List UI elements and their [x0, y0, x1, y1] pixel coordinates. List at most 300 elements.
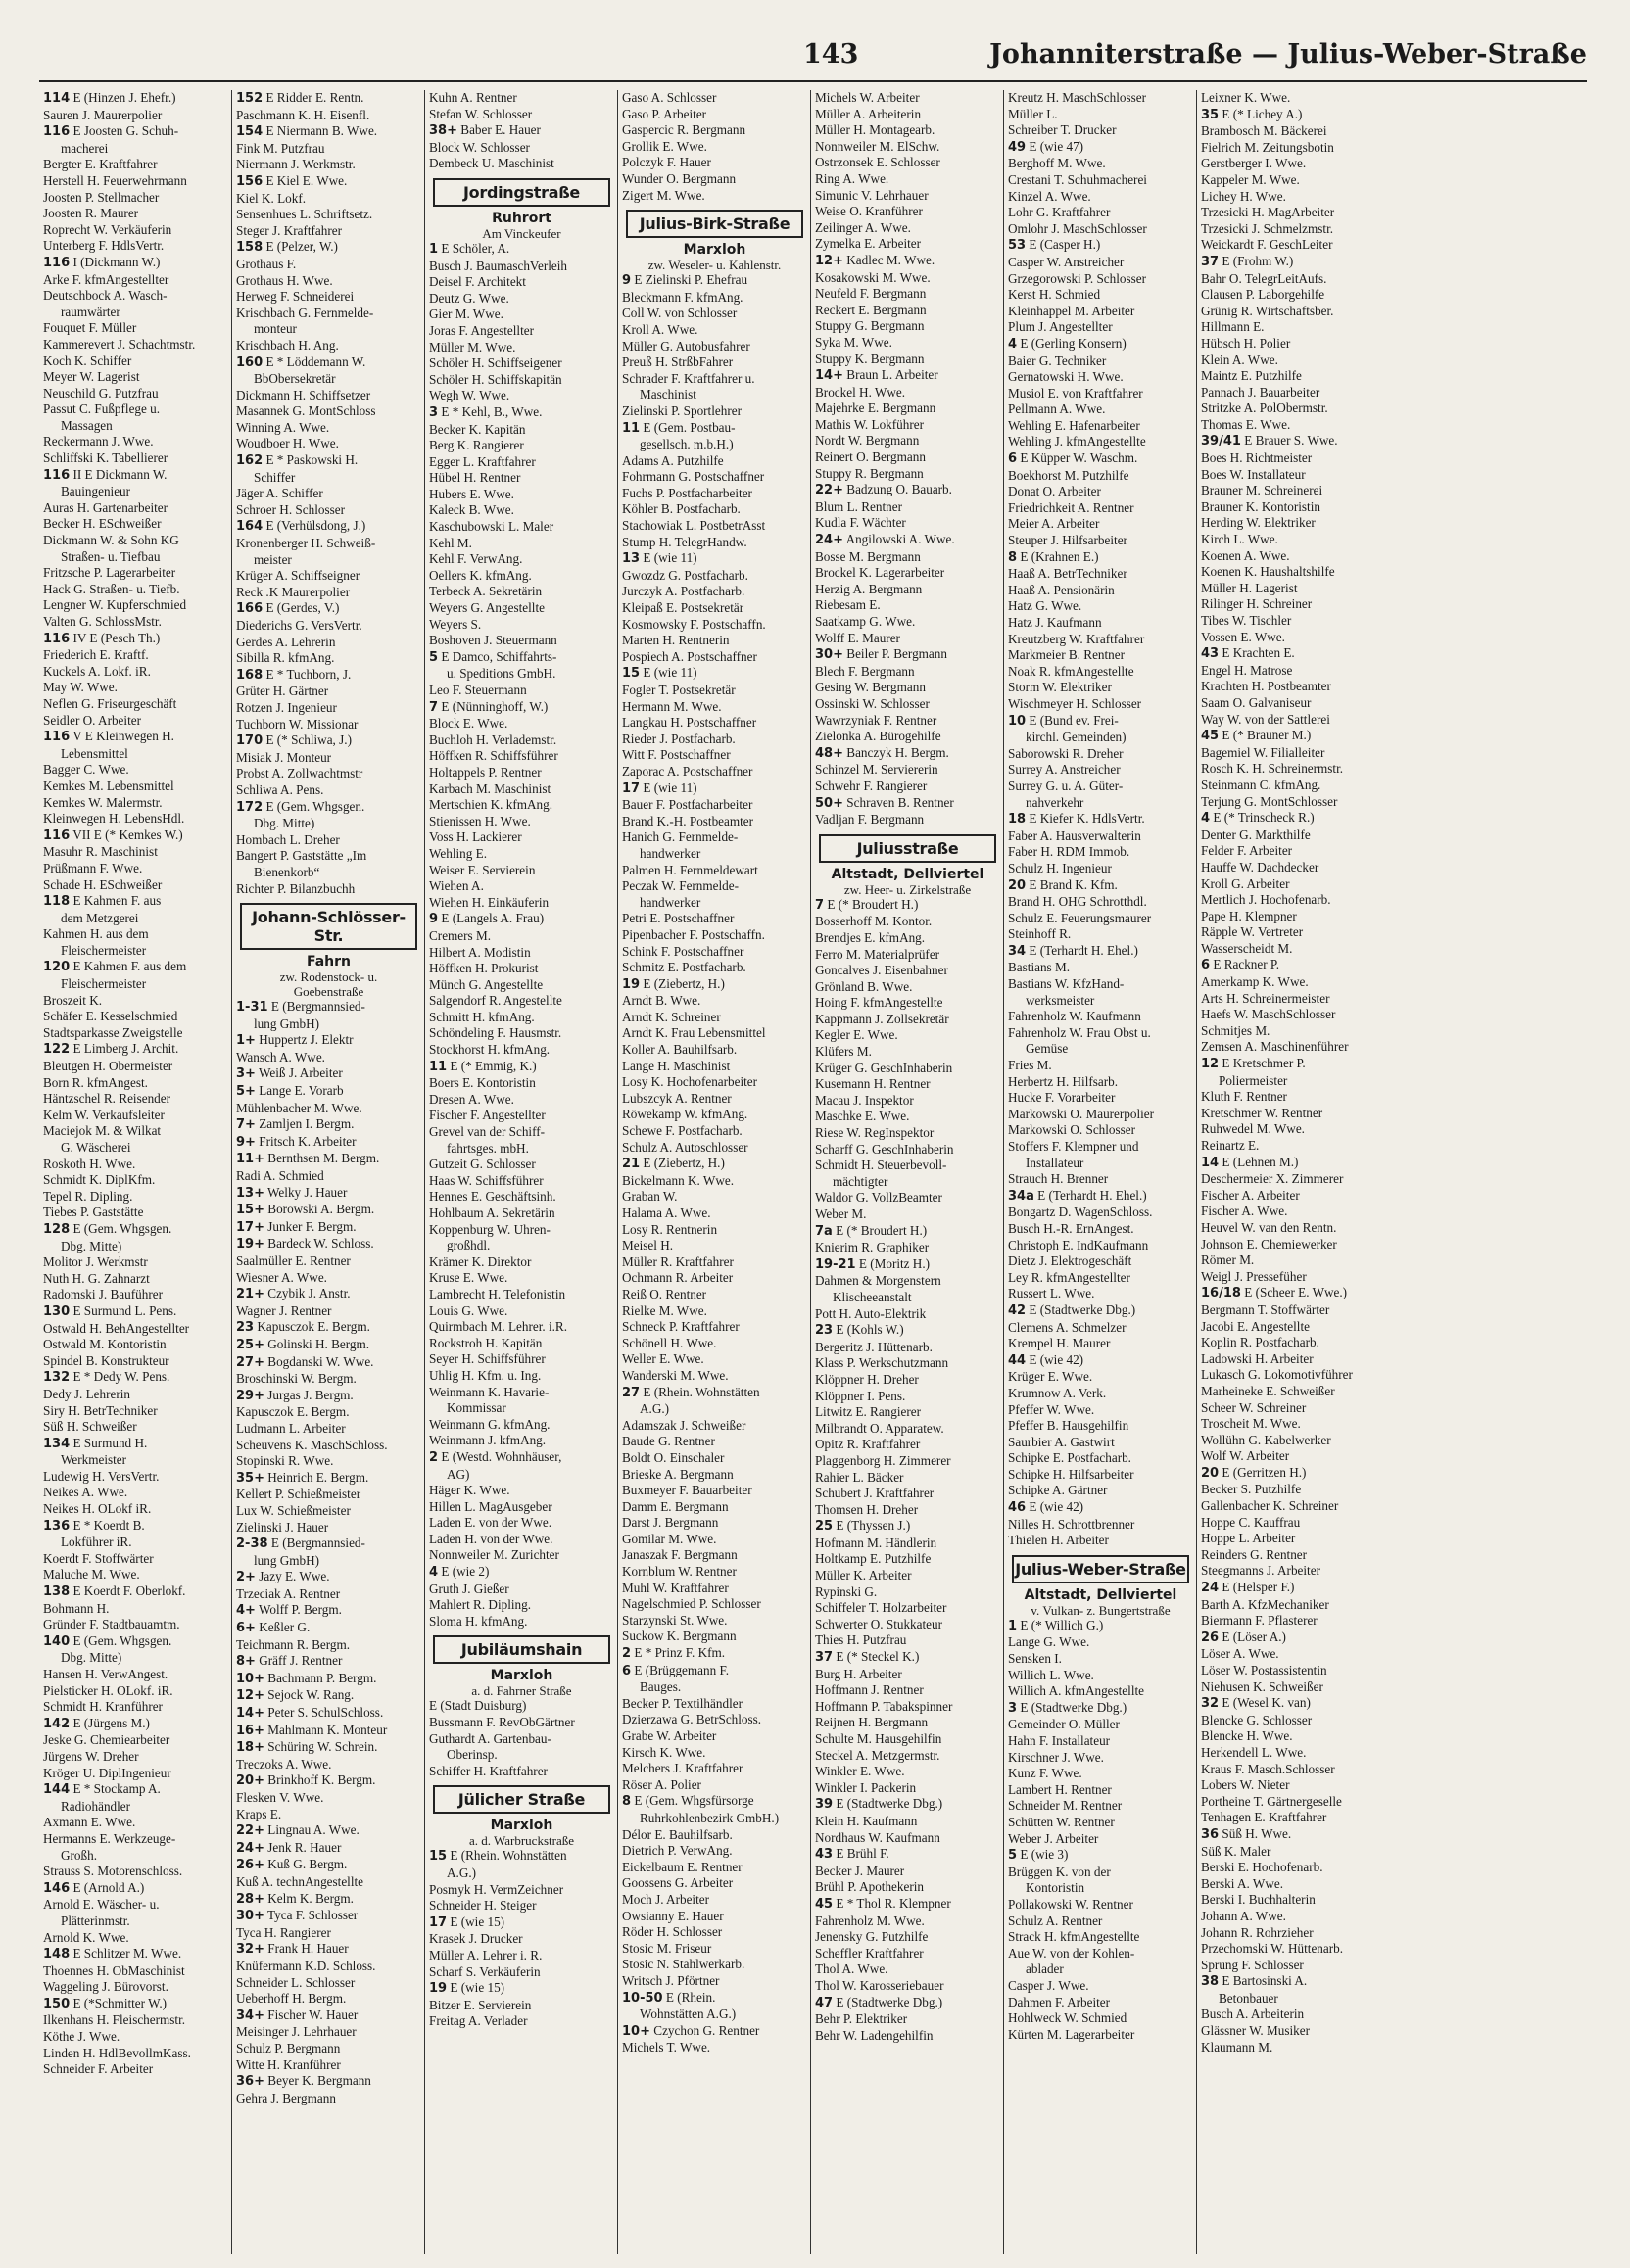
directory-entry [815, 549, 1000, 566]
directory-entry [236, 338, 421, 354]
entry-text: Owsianny E. Hauer [622, 1908, 724, 1923]
directory-entry [1201, 843, 1387, 860]
directory-entry [43, 386, 228, 402]
directory-entry [1201, 810, 1387, 827]
entry-text: Hack G. Straßen- u. Tiefb. [43, 581, 180, 596]
entry-text: Kosmowsky F. Postschaffn. [622, 616, 766, 632]
directory-entry [429, 274, 614, 291]
entry-text: E (*Schmitter W.) [72, 1995, 168, 2010]
directory-entry [236, 1032, 421, 1050]
entry-text: Kelm K. Bergm. [267, 1890, 354, 1906]
directory-entry [622, 1532, 807, 1548]
directory-entry [1008, 647, 1193, 664]
entry-text: IV E (Pesch Th.) [72, 630, 161, 645]
entry-text: E (* Broudert H.) [836, 1222, 928, 1238]
entry-text: Markowski O. Maurerpolier [1008, 1106, 1155, 1121]
directory-entry [622, 1843, 807, 1860]
directory-entry [429, 1483, 614, 1499]
directory-entry [1201, 1515, 1387, 1532]
directory-entry [236, 1134, 421, 1152]
entry-text: Boshoven J. Steuermann [429, 633, 557, 648]
directory-entry [1201, 1482, 1387, 1498]
entry-text: Axmann E. Wwe. [43, 1815, 136, 1830]
house-number: 22+ [236, 1823, 264, 1839]
directory-entry [236, 436, 421, 452]
entry-text: Bauingenieur [61, 484, 131, 499]
entry-text: Michels T. Wwe. [622, 2040, 711, 2055]
entry-text: Arndt K. Frau Lebensmittel [622, 1025, 766, 1041]
directory-entry [43, 827, 228, 845]
entry-text: Steinhoff R. [1008, 926, 1072, 942]
entry-text: E (Gerritzen H.) [1222, 1464, 1307, 1480]
entry-text: Krumnow A. Verk. [1008, 1385, 1107, 1400]
entry-text: Installateur [1026, 1155, 1084, 1170]
directory-entry [43, 1732, 228, 1749]
entry-text: Jenk R. Hauer [267, 1839, 342, 1855]
entry-text: Koppenburg W. Uhren- [429, 1221, 551, 1237]
house-number: 7a [815, 1223, 833, 1239]
entry-text: Egger L. Kraftfahrer [429, 453, 536, 469]
directory-entry [815, 139, 1000, 156]
directory-entry [429, 1449, 614, 1467]
entry-text: Dietz J. Elektrogeschäft [1008, 1253, 1132, 1269]
entry-text: Zigert M. Wwe. [622, 187, 705, 203]
directory-entry [1008, 1831, 1193, 1848]
entry-text: Koenen K. Haushaltshilfe [1201, 564, 1335, 580]
house-number: 128 [43, 1221, 71, 1237]
entry-text: Zamljen I. Bergm. [259, 1116, 355, 1132]
directory-entry [429, 438, 614, 454]
entry-text: Arts H. Schreinermeister [1201, 990, 1330, 1006]
directory-entry [622, 1368, 807, 1385]
directory-entry [622, 699, 807, 716]
directory-entry [236, 1065, 421, 1083]
directory-entry [429, 1141, 614, 1158]
entry-text: Meisinger J. Lehrhauer [236, 2024, 357, 2040]
entry-text: Weber M. [815, 1206, 867, 1221]
entry-text: Kinzel A. Wwe. [1008, 188, 1091, 204]
directory-entry [1201, 1630, 1387, 1647]
directory-entry [429, 1189, 614, 1205]
directory-entry [1201, 991, 1387, 1008]
directory-entry [429, 1614, 614, 1630]
entry-text: Przechomski W. Hüttenarb. [1201, 1941, 1344, 1957]
house-number: 34a [1008, 1188, 1034, 1204]
entry-text: Gemeinder O. Müller [1008, 1717, 1120, 1732]
district-name: Fahrn [306, 954, 352, 970]
directory-entry [43, 1831, 228, 1848]
entry-text: Lebensmittel [61, 745, 128, 761]
directory-entry [1201, 1580, 1387, 1597]
directory-entry [43, 1108, 228, 1124]
entry-text: Arndt B. Wwe. [622, 993, 701, 1009]
entry-text: Pape H. Klempner [1201, 908, 1297, 923]
directory-entry [236, 2041, 421, 2057]
directory-entry [429, 140, 614, 157]
entry-text: Hatz J. Kaufmann [1008, 615, 1102, 630]
entry-text: Kuhn A. Rentner [429, 90, 517, 105]
entry-text: Wischmeyer H. Schlosser [1008, 695, 1142, 711]
entry-text: Brauner M. Schreinerei [1201, 483, 1323, 498]
directory-entry [1008, 1041, 1193, 1058]
directory-entry [815, 1273, 1000, 1290]
entry-text: Voss H. Lackierer [429, 829, 522, 845]
entry-text: Sensken I. [1008, 1651, 1062, 1667]
entry-text: Röser A. Polier [622, 1776, 701, 1792]
directory-entry [1008, 1320, 1193, 1337]
entry-text: E (Bergmannsied- [270, 1536, 365, 1551]
entry-text: Bosserhoff M. Kontor. [815, 914, 933, 929]
entry-text: Tyca F. Schlosser [267, 1908, 359, 1923]
entry-text: Sejock W. Rang. [267, 1687, 355, 1703]
house-number: 42 [1008, 1302, 1027, 1318]
entry-text: Kaleck B. Wwe. [429, 502, 514, 518]
directory-entry [1201, 1844, 1387, 1861]
entry-text: Bangert P. Gaststätte „Im [236, 848, 367, 864]
house-number: 36 [1201, 1826, 1220, 1842]
directory-entry [815, 664, 1000, 681]
entry-text: Weber J. Arbeiter [1008, 1830, 1099, 1846]
directory-entry [815, 1306, 1000, 1323]
directory-entry [429, 748, 614, 765]
directory-entry [236, 1253, 421, 1270]
directory-entry [1008, 549, 1193, 567]
directory-entry [236, 1586, 421, 1603]
directory-entry [622, 1091, 807, 1108]
directory-entry [43, 434, 228, 450]
entry-text: Schiffeler T. Holzarbeiter [815, 1600, 947, 1616]
directory-entry [1201, 319, 1387, 336]
entry-text: Brieske A. Bergmann [622, 1466, 734, 1482]
directory-entry [815, 1518, 1000, 1536]
entry-text: Steger J. Kraftfahrer [236, 222, 343, 238]
directory-entry [43, 1303, 228, 1321]
entry-text: Berghoff M. Wwe. [1008, 156, 1106, 171]
column-1 [39, 90, 232, 2254]
directory-entry [236, 732, 421, 750]
house-number: 154 [236, 124, 264, 140]
entry-text: Brockel K. Lagerarbeiter [815, 565, 945, 581]
directory-entry [622, 1189, 807, 1205]
directory-entry [1008, 1107, 1193, 1123]
directory-entry [1008, 354, 1193, 370]
directory-entry [622, 1596, 807, 1613]
house-number: 122 [43, 1042, 71, 1058]
house-number: 144 [43, 1782, 71, 1798]
directory-entry [815, 979, 1000, 996]
entry-text: Koenen A. Wwe. [1201, 547, 1290, 563]
directory-entry [1201, 1237, 1387, 1253]
entry-text: Thomsen H. Dreher [815, 1501, 919, 1517]
entry-text: Petri E. Postschaffner [622, 911, 735, 926]
directory-entry [1201, 1826, 1387, 1844]
entry-text: Hofmann M. Händlerin [815, 1535, 937, 1550]
entry-text: Schmidt H. Kranführer [43, 1699, 163, 1715]
entry-text: Saurbier A. Gastwirt [1008, 1434, 1115, 1449]
directory-entry [236, 1236, 421, 1253]
directory-entry [1201, 1073, 1387, 1090]
entry-text: Klass P. Werkschutzmann [815, 1355, 949, 1371]
entry-text: Hahn F. Installateur [1008, 1733, 1111, 1748]
house-number: 1-31 [236, 1000, 268, 1016]
directory-entry [43, 1403, 228, 1420]
entry-text: Grönland B. Wwe. [815, 978, 913, 994]
directory-entry [1008, 1865, 1193, 1881]
entry-text: mächtigter [833, 1173, 888, 1189]
directory-entry [1008, 1782, 1193, 1799]
entry-text: E (Verhülsdong, J.) [265, 518, 366, 534]
directory-entry [622, 1547, 807, 1564]
entry-text: Haaß A. Pensionärin [1008, 582, 1115, 597]
entry-text: Köthe J. Wwe. [43, 2029, 120, 2045]
entry-text: Markmeier B. Rentner [1008, 647, 1126, 663]
district-name: Altstadt, Dellviertel [1024, 1586, 1177, 1603]
directory-entry [43, 664, 228, 681]
house-number: 156 [236, 173, 264, 189]
directory-entry [1008, 598, 1193, 615]
directory-entry [429, 1731, 614, 1748]
entry-text: Goncalves J. Eisenbahner [815, 963, 948, 978]
directory-entry [815, 631, 1000, 647]
directory-entry [1201, 90, 1387, 107]
directory-entry [1201, 1319, 1387, 1336]
directory-entry [43, 1059, 228, 1075]
entry-text: Holtkamp E. Putzhilfe [815, 1551, 932, 1567]
directory-entry [43, 190, 228, 207]
entry-text: Kirschner J. Wwe. [1008, 1749, 1104, 1765]
entry-text: Dickmann W. & Sohn KG [43, 533, 179, 548]
directory-entry [815, 614, 1000, 631]
entry-text: E Küpper W. Waschm. [1020, 450, 1138, 466]
entry-text: Gruth J. Gießer [429, 1581, 509, 1596]
directory-entry [429, 1222, 614, 1239]
entry-text: E Ridder E. Rentn. [265, 90, 364, 105]
entry-text: Kreutz H. MaschSchlosser [1008, 90, 1146, 105]
directory-entry [815, 1584, 1000, 1601]
directory-entry [43, 614, 228, 631]
directory-entry [622, 1860, 807, 1876]
house-number: 172 [236, 799, 264, 815]
directory-entry [429, 1108, 614, 1124]
directory-entry [429, 911, 614, 928]
directory-entry [622, 944, 807, 961]
entry-text: Thoennes H. ObMaschinist [43, 1962, 185, 1978]
directory-entry [1008, 943, 1193, 961]
entry-text: Salgendorf R. Angestellte [429, 993, 562, 1009]
entry-text: Pollakowski W. Rentner [1008, 1896, 1133, 1912]
entry-text: Reinartz E. [1201, 1138, 1260, 1153]
directory-entry [236, 865, 421, 881]
directory-entry [236, 650, 421, 667]
entry-text: Kleinwegen H. LebensHdl. [43, 811, 185, 827]
house-number: 6+ [236, 1621, 256, 1636]
entry-text: Passut C. Fußpflege u. [43, 402, 161, 417]
entry-text: Mahlert R. Dipling. [429, 1597, 532, 1613]
entry-text: Trzeciak A. Rentner [236, 1585, 341, 1601]
entry-text: Dbg. Mitte) [61, 1238, 122, 1253]
entry-text: Weinmann G. kfmAng. [429, 1416, 551, 1432]
directory-entry [622, 1679, 807, 1696]
directory-entry [815, 1796, 1000, 1814]
entry-text: Beyer K. Bergmann [267, 2073, 371, 2089]
entry-text: Joosten P. Stellmacher [43, 189, 160, 205]
street-location-note: a. d. Fahrner Straße [471, 1683, 572, 1699]
entry-text: E (Westd. Wohnhäuser, [441, 1448, 562, 1464]
directory-entry [1201, 1925, 1387, 1942]
entry-text: Kroll A. Wwe. [622, 321, 698, 337]
entry-text: gesellsch. m.b.H.) [640, 437, 734, 452]
directory-entry [43, 1452, 228, 1469]
page-number: 143 [803, 39, 859, 70]
entry-text: Kerst H. Schmied [1008, 287, 1101, 303]
house-number: 152 [236, 91, 264, 106]
directory-entry [1201, 1646, 1387, 1663]
entry-text: Frank H. Hauer [267, 1941, 349, 1957]
column-2 [232, 90, 425, 2254]
entry-text: Zielonka A. Bürogehilfe [815, 729, 941, 744]
directory-entry [622, 1892, 807, 1909]
directory-entry [1201, 1876, 1387, 1893]
entry-text: Klöppner I. Pens. [815, 1388, 906, 1403]
entry-text: Buxmeyer F. Bauarbeiter [622, 1483, 752, 1498]
directory-entry [236, 2091, 421, 2107]
directory-entry [622, 188, 807, 205]
entry-text: Christoph E. IndKaufmann [1008, 1237, 1149, 1252]
entry-text: E (* Trinscheck R.) [1213, 810, 1315, 826]
directory-entry [815, 1731, 1000, 1748]
entry-text: Wiehen H. Einkäuferin [429, 894, 550, 910]
entry-text: Koller A. Bauhilfsarb. [622, 1042, 738, 1058]
directory-entry [236, 1602, 421, 1620]
entry-text: Gaso A. Schlosser [622, 90, 717, 105]
directory-entry [622, 2023, 807, 2041]
directory-entry [815, 1076, 1000, 1093]
entry-text: Neikes H. OLokf iR. [43, 1501, 152, 1517]
entry-text: Friederich E. Kraftf. [43, 647, 149, 663]
directory-entry [429, 241, 614, 259]
directory-entry [1008, 861, 1193, 877]
entry-text: u. Speditions GmbH. [447, 666, 556, 682]
house-number: 4 [1201, 811, 1211, 827]
house-number: 30+ [815, 647, 843, 663]
directory-entry [1008, 1668, 1193, 1684]
entry-text: Schmitz E. Postfacharb. [622, 960, 746, 975]
directory-entry [815, 1961, 1000, 1978]
entry-text: Hilbert A. Modistin [429, 944, 531, 960]
entry-text: Ruhwedel M. Wwe. [1201, 1121, 1305, 1137]
entry-text: Fuchs P. Postfacharbeiter [622, 485, 752, 500]
directory-entry [43, 1091, 228, 1108]
directory-entry [815, 122, 1000, 139]
entry-text: Weiß J. Arbeiter [259, 1065, 343, 1081]
house-number: 34 [1008, 943, 1027, 959]
directory-entry [622, 1613, 807, 1630]
directory-entry [815, 1355, 1000, 1372]
entry-text: Nonnweiler M. ElSchw. [815, 138, 940, 154]
directory-entry [815, 417, 1000, 434]
directory-entry [1008, 811, 1193, 828]
entry-text: handwerker [640, 894, 701, 910]
entry-text: Hauffe W. Dachdecker [1201, 859, 1319, 874]
directory-entry [1201, 1465, 1387, 1483]
directory-entry [236, 1354, 421, 1372]
house-number: 19-21 [815, 1256, 856, 1272]
entry-text: Strauch H. Brenner [1008, 1171, 1109, 1187]
directory-entry [429, 666, 614, 683]
entry-text: Stachowiak L. PostbetrAsst [622, 518, 766, 534]
directory-entry [1201, 613, 1387, 630]
street-heading: Jordingstraße [433, 178, 610, 207]
directory-entry [622, 1074, 807, 1091]
entry-text: Meyer W. Lagerist [43, 369, 140, 385]
directory-entry [429, 1564, 614, 1582]
entry-text: Kirch L. Wwe. [1201, 532, 1278, 547]
directory-entry [429, 699, 614, 717]
directory-entry [1201, 1384, 1387, 1400]
directory-entry [43, 1321, 228, 1338]
directory-entry [622, 1401, 807, 1418]
entry-text: Deschermeier X. Zimmerer [1201, 1171, 1344, 1187]
entry-text: E * Kehl, B., Wwe. [441, 403, 543, 419]
directory-entry [429, 1980, 614, 1998]
directory-entry [429, 1467, 614, 1484]
directory-entry [236, 1569, 421, 1586]
entry-text: Behr W. Ladengehilfin [815, 2027, 934, 2043]
entry-text: Krämer K. Direktor [429, 1253, 532, 1269]
column-4 [618, 90, 811, 2254]
directory-entry [429, 340, 614, 356]
directory-entry [236, 1101, 421, 1117]
entry-text: Beiler P. Bergmann [846, 646, 947, 662]
house-number: 10 [1008, 713, 1027, 729]
directory-entry [236, 2057, 421, 2074]
entry-text: E (Frohm W.) [1222, 253, 1294, 268]
entry-text: Musiol E. von Kraftfahrer [1008, 385, 1143, 401]
entry-text: Kapusczok E. Bergm. [236, 1404, 350, 1420]
house-number: 23 [815, 1323, 834, 1339]
house-number: 10+ [236, 1671, 264, 1686]
house-number: 118 [43, 894, 71, 910]
directory-entry [236, 191, 421, 208]
directory-entry [236, 90, 421, 108]
directory-entry [815, 1568, 1000, 1584]
directory-entry [236, 2073, 421, 2091]
house-number: 14 [1201, 1155, 1220, 1170]
directory-entry [1008, 1483, 1193, 1499]
district-name: Marxloh [490, 1668, 553, 1684]
directory-entry [1008, 1025, 1193, 1042]
directory-entry [1201, 1252, 1387, 1269]
entry-text: E Kahmen F. aus dem [72, 959, 187, 974]
entry-text: Fries M. [1008, 1058, 1052, 1073]
directory-entry [1008, 1352, 1193, 1370]
entry-text: E (Thyssen J.) [836, 1518, 911, 1534]
entry-text: E (Helsper F.) [1222, 1580, 1295, 1595]
directory-entry [236, 1050, 421, 1066]
entry-text: Gerstberger I. Wwe. [1201, 156, 1307, 171]
directory-entry [43, 2046, 228, 2062]
entry-text: Johnson E. Chemiewerker [1201, 1236, 1337, 1252]
directory-entry [43, 533, 228, 549]
entry-text: Brendjes E. kfmAng. [815, 929, 926, 945]
house-number: 43 [1201, 646, 1220, 662]
directory-entry [622, 1564, 807, 1581]
directory-entry [815, 1404, 1000, 1421]
entry-text: Arnold E. Wäscher- u. [43, 1897, 160, 1913]
directory-entry [236, 1723, 421, 1740]
directory-entry [622, 1010, 807, 1026]
entry-text: Schroer H. Schlosser [236, 501, 345, 517]
